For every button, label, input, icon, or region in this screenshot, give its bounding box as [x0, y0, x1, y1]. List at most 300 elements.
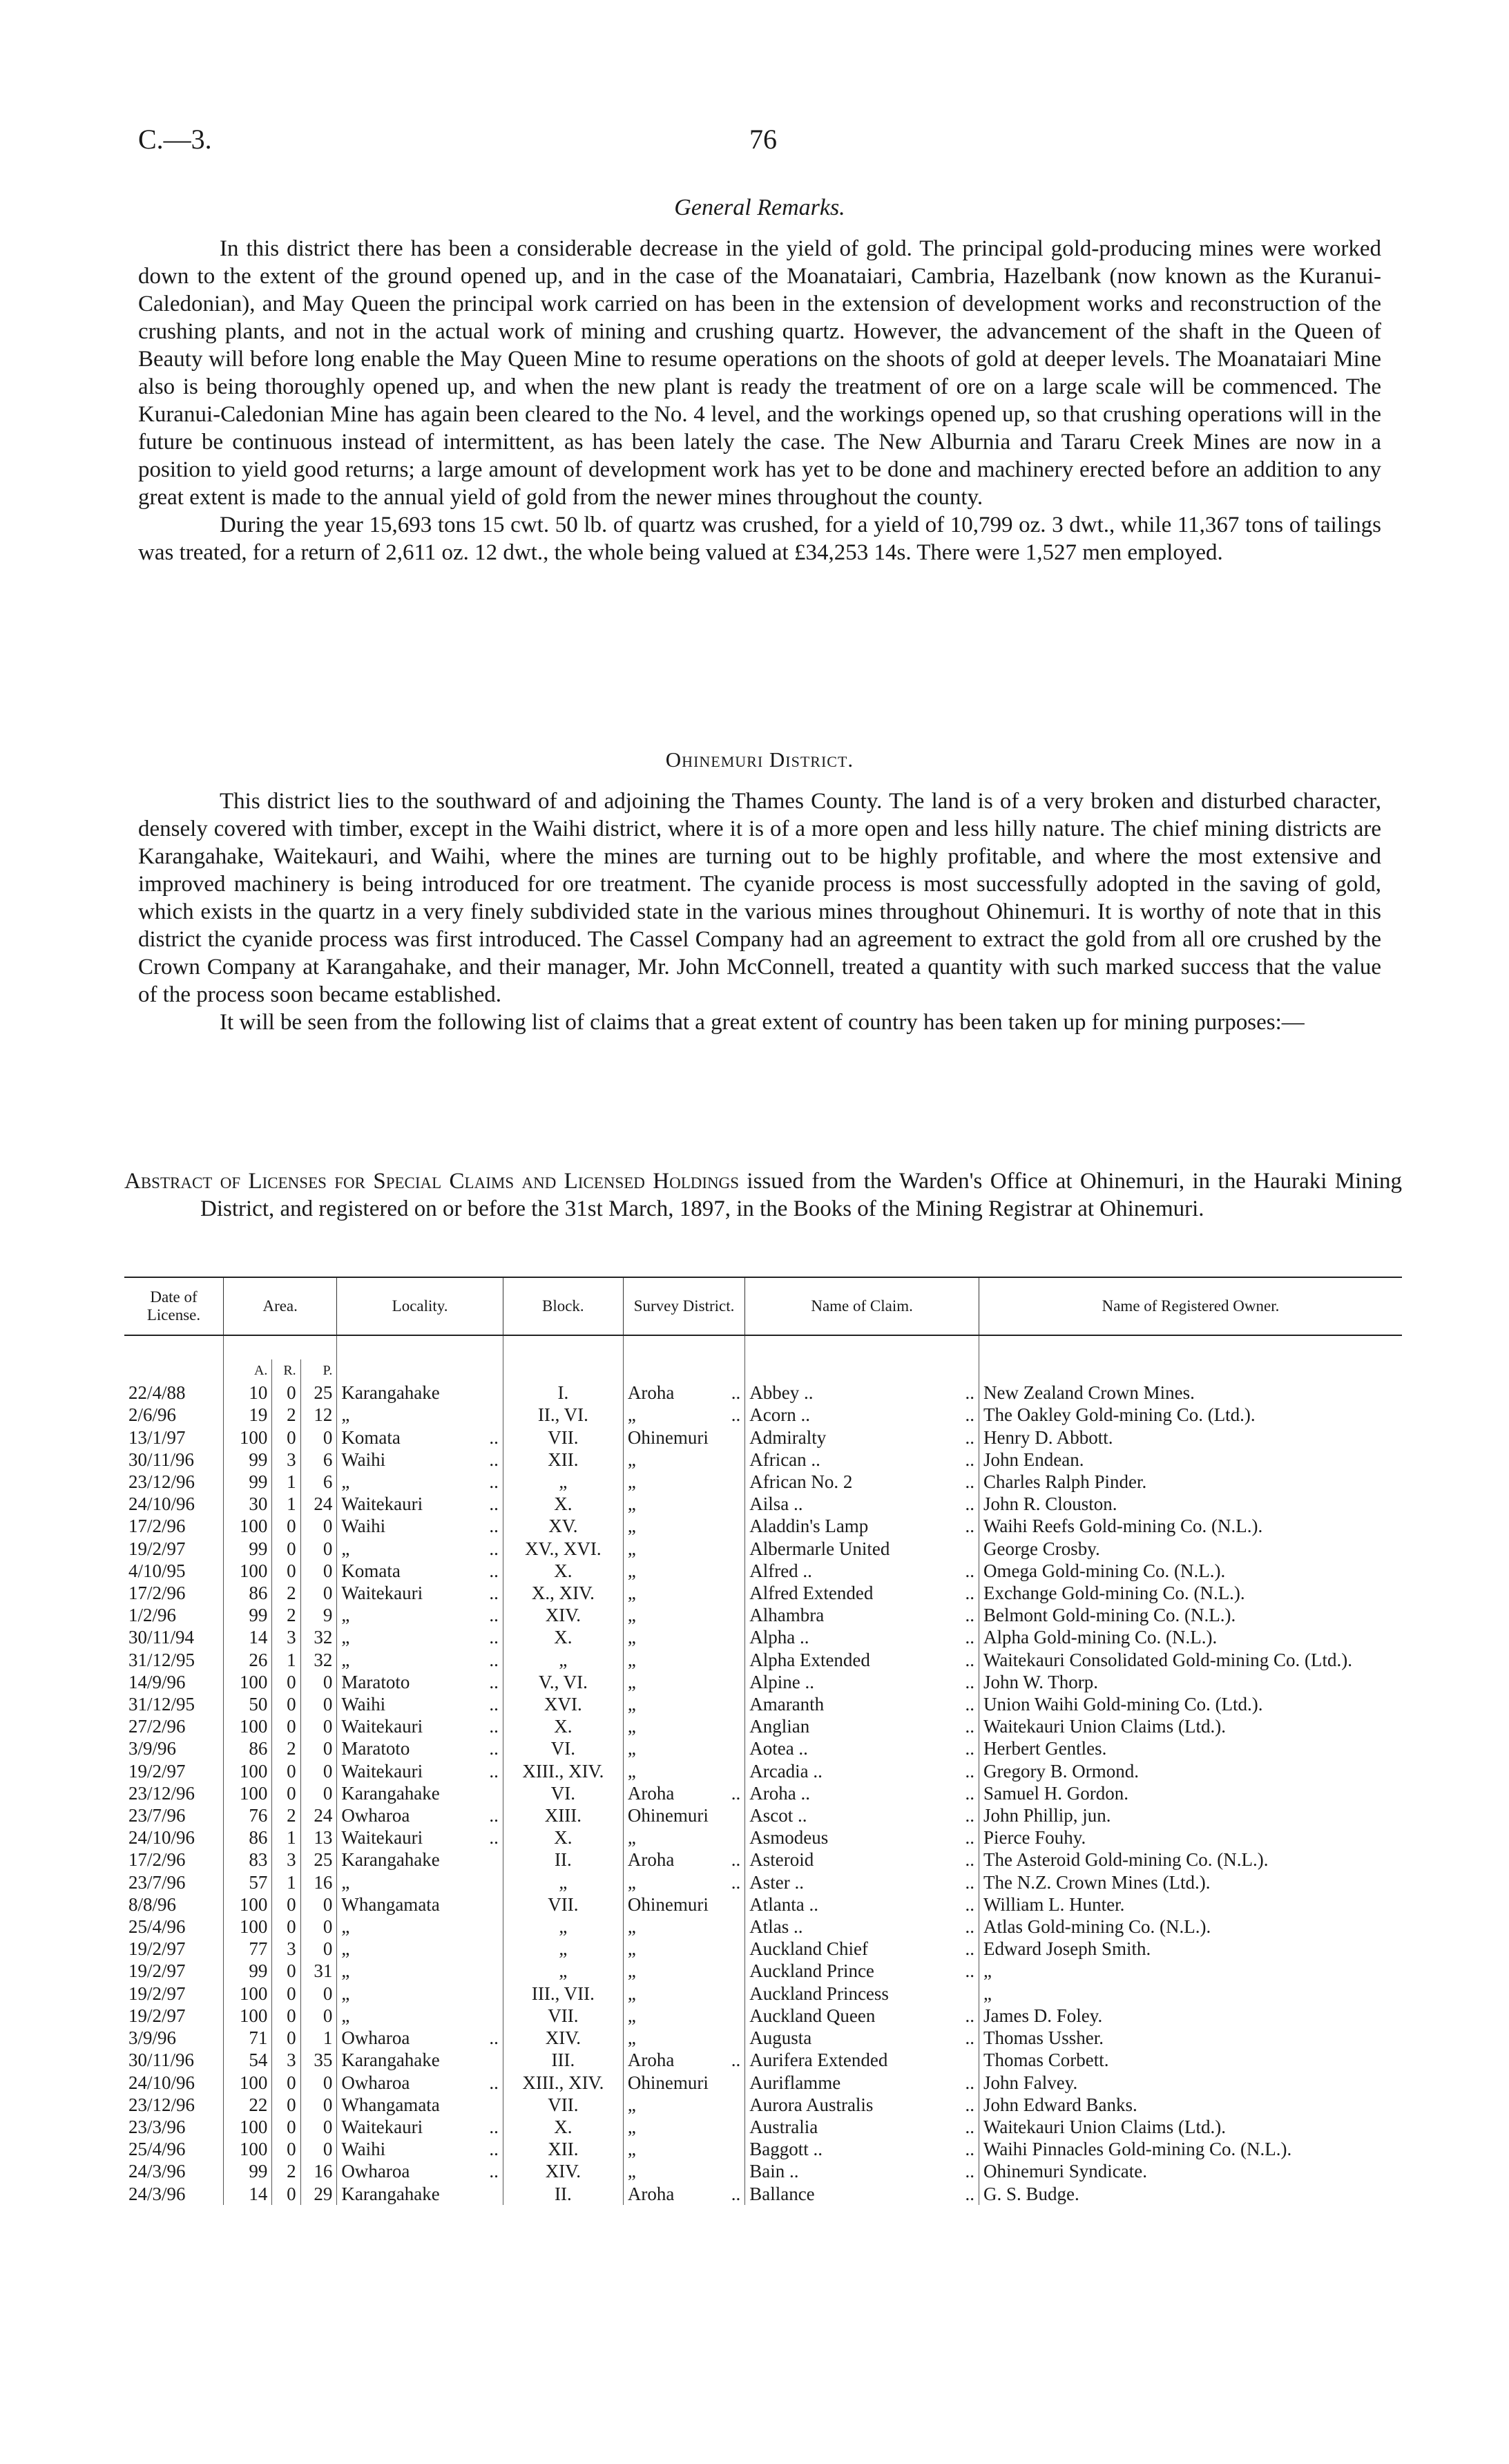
- cell-locality-dots: ..: [489, 1426, 499, 1448]
- cell-locality: Karangahake: [337, 1382, 474, 1404]
- cell-owner: Waitekauri Consolidated Gold-mining Co. (Ltd.).: [979, 1649, 1403, 1671]
- cell-owner: The Asteroid Gold-mining Co. (N.L.).: [979, 1849, 1403, 1871]
- cell-roods: 0: [272, 1382, 300, 1404]
- cell-acres: 100: [224, 1760, 272, 1782]
- cell-claim-name: Admiralty: [745, 1426, 950, 1449]
- cell-perches: 0: [300, 1693, 337, 1715]
- cell-owner: Henry D. Abbott.: [979, 1426, 1403, 1449]
- cell-claim-name: Aroha ..: [745, 1782, 950, 1804]
- cell-owner: „: [979, 1960, 1403, 1982]
- cell-perches: 25: [300, 1849, 337, 1871]
- cell-owner: Belmont Gold-mining Co. (N.L.).: [979, 1604, 1403, 1626]
- cell-roods: 0: [272, 1782, 300, 1804]
- cell-claim-name: Aster ..: [745, 1871, 950, 1893]
- cell-owner: Gregory B. Ormond.: [979, 1760, 1403, 1782]
- cell-roods: 0: [272, 1426, 300, 1449]
- header-area: Area.: [224, 1277, 337, 1335]
- cell-locality-dots: [474, 1916, 503, 1938]
- table-row: [124, 2183, 1402, 2205]
- cell-locality-dots: [474, 1382, 503, 1404]
- abstract-lead: Abstract of Licenses for Special Claims and Licensed Holdings: [124, 1169, 740, 1194]
- cell-owner: William L. Hunter.: [979, 1893, 1403, 1916]
- cell-roods: 0: [272, 1983, 300, 2005]
- cell-survey-district: „: [623, 1871, 715, 1893]
- cell-roods: 2: [272, 1582, 300, 1604]
- cell-perches: 0: [300, 2072, 337, 2094]
- cell-locality-dots: [474, 1871, 503, 1893]
- cell-owner: John W. Thorp.: [979, 1671, 1403, 1693]
- cell-locality: „: [337, 1626, 474, 1648]
- cell-date: 25/4/96: [128, 1916, 186, 1938]
- table-row: [124, 1493, 1402, 1515]
- cell-survey-dots: [715, 1983, 745, 2005]
- cell-perches: 25: [300, 1382, 337, 1404]
- cell-perches: 0: [300, 1938, 337, 1960]
- table-row: [124, 1560, 1402, 1582]
- cell-survey-district: „: [623, 1960, 715, 1982]
- district-body: [138, 787, 1381, 1036]
- cell-survey-district: Aroha: [623, 1849, 715, 1871]
- cell-perches: 0: [300, 2138, 337, 2160]
- table-row: [124, 1693, 1402, 1715]
- cell-roods: 0: [272, 1760, 300, 1782]
- table-row: [124, 1737, 1402, 1759]
- cell-owner: G. S. Budge.: [979, 2183, 1403, 2205]
- cell-locality-dots: [474, 1849, 503, 1871]
- cell-acres: 100: [224, 1782, 272, 1804]
- unit-perches: P.: [300, 1359, 337, 1382]
- cell-survey-dots: [715, 1515, 745, 1537]
- district-paragraph-2: It will be seen from the following list of claims that a great extent of country has been taken up for mining purposes:—: [220, 1010, 1305, 1035]
- cell-date: 19/2/97: [128, 1938, 186, 1960]
- district-heading-wrap: [138, 747, 1381, 772]
- cell-date: 24/10/96: [128, 2072, 195, 2093]
- cell-perches: 35: [300, 2049, 337, 2071]
- cell-claim-dots: [950, 2049, 979, 2071]
- table-row: [124, 1471, 1402, 1493]
- area-units-row: [124, 1359, 1402, 1382]
- cell-owner: Ohinemuri Syndicate.: [979, 2160, 1403, 2182]
- cell-date: 25/4/96: [128, 2139, 186, 2160]
- table-row: [124, 1404, 1402, 1426]
- cell-roods: 0: [272, 2183, 300, 2205]
- cell-survey-district: Aroha: [623, 1382, 715, 1404]
- cell-claim-dots: ..: [965, 1404, 974, 1426]
- licenses-table: [124, 1277, 1402, 2205]
- cell-claim-name: Aurora Australis: [745, 2094, 950, 2116]
- cell-date: 30/11/96: [128, 1449, 195, 1470]
- cell-perches: 0: [300, 2094, 337, 2116]
- cell-perches: 0: [300, 1538, 337, 1560]
- cell-perches: 32: [300, 1649, 337, 1671]
- cell-acres: 10: [224, 1382, 272, 1404]
- cell-survey-dots: [715, 1649, 745, 1671]
- cell-owner: Alpha Gold-mining Co. (N.L.).: [979, 1626, 1403, 1648]
- cell-claim-dots: ..: [965, 1849, 974, 1871]
- cell-survey-district: „: [623, 1582, 715, 1604]
- cell-claim-name: Ailsa ..: [745, 1493, 950, 1515]
- table-row: [124, 1649, 1402, 1671]
- cell-date: 24/10/96: [128, 1827, 195, 1849]
- cell-claim-dots: ..: [965, 1805, 974, 1826]
- cell-perches: 0: [300, 1737, 337, 1759]
- cell-claim-dots: ..: [965, 1871, 974, 1893]
- general-remarks-section: [138, 195, 1381, 221]
- cell-claim-dots: ..: [965, 2094, 974, 2115]
- cell-claim-dots: ..: [965, 2183, 974, 2204]
- cell-block: X.: [503, 1626, 623, 1648]
- cell-survey-dots: [715, 1493, 745, 1515]
- document-reference: C.—3.: [138, 124, 212, 155]
- cell-claim-name: Alpha Extended: [745, 1649, 950, 1671]
- cell-owner: Edward Joseph Smith.: [979, 1938, 1403, 1960]
- cell-date: 23/12/96: [128, 2094, 195, 2115]
- cell-owner: The N.Z. Crown Mines (Ltd.).: [979, 1871, 1403, 1893]
- cell-roods: 1: [272, 1493, 300, 1515]
- cell-claim-dots: ..: [965, 1827, 974, 1849]
- cell-claim-dots: ..: [965, 1627, 974, 1648]
- cell-claim-dots: ..: [965, 1893, 974, 1915]
- table-row: [124, 2005, 1402, 2027]
- cell-locality: Owharoa: [337, 2160, 474, 2182]
- cell-perches: 0: [300, 1916, 337, 1938]
- cell-block: „: [503, 1938, 623, 1960]
- cell-survey-district: „: [623, 1938, 715, 1960]
- cell-date: 17/2/96: [128, 1583, 186, 1604]
- cell-block: XIV.: [503, 1604, 623, 1626]
- cell-owner: Herbert Gentles.: [979, 1737, 1403, 1759]
- cell-block: X.: [503, 1493, 623, 1515]
- cell-survey-dots: ..: [731, 1849, 741, 1871]
- cell-locality-dots: ..: [489, 1649, 499, 1670]
- cell-locality: Waihi: [337, 2138, 474, 2160]
- cell-locality-dots: [474, 2005, 503, 2027]
- cell-date: 24/3/96: [128, 2161, 186, 2182]
- cell-claim-name: Atlanta ..: [745, 1893, 950, 1916]
- cell-locality: Waihi: [337, 1449, 474, 1471]
- page-number: 76: [749, 124, 777, 155]
- table-row: [124, 1960, 1402, 1982]
- cell-date: 1/2/96: [128, 1605, 177, 1626]
- cell-locality: „: [337, 1649, 474, 1671]
- cell-claim-dots: ..: [965, 1671, 974, 1692]
- cell-acres: 100: [224, 1916, 272, 1938]
- cell-roods: 2: [272, 1737, 300, 1759]
- cell-perches: 1: [300, 2027, 337, 2049]
- table-row: [124, 1983, 1402, 2005]
- cell-roods: 0: [272, 1715, 300, 1737]
- cell-claim-name: Aotea ..: [745, 1737, 950, 1759]
- cell-date: 23/3/96: [128, 2116, 186, 2137]
- cell-claim-name: Alpha ..: [745, 1626, 950, 1648]
- header-claim-name: Name of Claim.: [745, 1277, 979, 1335]
- cell-acres: 86: [224, 1826, 272, 1849]
- cell-claim-name: Ballance: [745, 2183, 950, 2205]
- cell-date: 17/2/96: [128, 1849, 186, 1871]
- cell-locality: Owharoa: [337, 1804, 474, 1826]
- cell-owner: John R. Clouston.: [979, 1493, 1403, 1515]
- cell-roods: 1: [272, 1826, 300, 1849]
- cell-date: 23/7/96: [128, 1871, 186, 1893]
- cell-roods: 1: [272, 1871, 300, 1893]
- cell-survey-district: Ohinemuri: [623, 1804, 715, 1826]
- cell-roods: 2: [272, 1404, 300, 1426]
- cell-owner: Waihi Pinnacles Gold-mining Co. (N.L.).: [979, 2138, 1403, 2160]
- cell-acres: 100: [224, 1671, 272, 1693]
- cell-block: XII.: [503, 2138, 623, 2160]
- cell-locality-dots: ..: [489, 2139, 499, 2160]
- cell-locality-dots: [474, 2183, 503, 2205]
- cell-survey-dots: [715, 1960, 745, 1982]
- unit-roods: R.: [272, 1359, 300, 1382]
- cell-block: I.: [503, 1382, 623, 1404]
- cell-locality: „: [337, 1871, 474, 1893]
- cell-block: XII.: [503, 1449, 623, 1471]
- cell-survey-district: „: [623, 1626, 715, 1648]
- cell-owner: Thomas Corbett.: [979, 2049, 1403, 2071]
- cell-block: XV., XVI.: [503, 1538, 623, 1560]
- cell-acres: 99: [224, 1449, 272, 1471]
- cell-claim-name: Anglian: [745, 1715, 950, 1737]
- cell-acres: 77: [224, 1938, 272, 1960]
- cell-claim-name: Bain ..: [745, 2160, 950, 2182]
- cell-owner: „: [979, 1983, 1403, 2005]
- remarks-paragraph-2: During the year 15,693 tons 15 cwt. 50 lb. of quartz was crushed, for a yield of 10,799 oz. 3 dwt., while 11,367 tons of tailings was treated, for a return of 2,611 oz. 12 dwt., the whole being valued at £34,253 14s. There were 1,527 men employed.: [138, 513, 1381, 565]
- cell-date: 2/6/96: [128, 1404, 177, 1426]
- cell-survey-dots: [715, 1626, 745, 1648]
- cell-locality-dots: ..: [489, 1738, 499, 1759]
- cell-survey-district: „: [623, 1760, 715, 1782]
- cell-date: 31/12/95: [128, 1694, 195, 1715]
- cell-survey-dots: [715, 1893, 745, 1916]
- cell-roods: 2: [272, 1804, 300, 1826]
- cell-date: 24/10/96: [128, 1493, 195, 1515]
- cell-owner: The Oakley Gold-mining Co. (Ltd.).: [979, 1404, 1403, 1426]
- cell-perches: 0: [300, 2116, 337, 2138]
- abstract-caption: [124, 1167, 1402, 1223]
- cell-acres: 100: [224, 2138, 272, 2160]
- cell-owner: Charles Ralph Pinder.: [979, 1471, 1403, 1493]
- cell-perches: 0: [300, 1782, 337, 1804]
- cell-survey-district: „: [623, 1493, 715, 1515]
- cell-date: 8/8/96: [128, 1893, 177, 1915]
- cell-date: 24/3/96: [128, 2183, 186, 2204]
- cell-survey-district: „: [623, 1538, 715, 1560]
- cell-date: 30/11/96: [128, 2050, 195, 2071]
- table-row: [124, 1782, 1402, 1804]
- header-locality: Locality.: [337, 1277, 503, 1335]
- cell-survey-district: Ohinemuri: [623, 1426, 715, 1449]
- header-block: Block.: [503, 1277, 623, 1335]
- cell-survey-district: „: [623, 2027, 715, 2049]
- table-row: [124, 2072, 1402, 2094]
- cell-survey-dots: ..: [731, 2050, 741, 2071]
- cell-block: VI.: [503, 1737, 623, 1759]
- cell-survey-dots: [715, 2160, 745, 2182]
- cell-date: 3/9/96: [128, 2027, 177, 2049]
- cell-block: X.: [503, 1560, 623, 1582]
- cell-block: „: [503, 1649, 623, 1671]
- cell-perches: 0: [300, 1983, 337, 2005]
- cell-acres: 99: [224, 1960, 272, 1982]
- cell-acres: 71: [224, 2027, 272, 2049]
- cell-survey-dots: [715, 1715, 745, 1737]
- cell-claim-dots: [950, 1983, 979, 2005]
- cell-claim-dots: ..: [965, 1960, 974, 1982]
- cell-locality-dots: ..: [489, 1471, 499, 1493]
- cell-locality: Waitekauri: [337, 1715, 474, 1737]
- cell-locality: Karangahake: [337, 2049, 474, 2071]
- cell-claim-name: Abbey ..: [745, 1382, 950, 1404]
- cell-acres: 100: [224, 1426, 272, 1449]
- cell-locality-dots: ..: [489, 1560, 499, 1581]
- cell-block: II.: [503, 2183, 623, 2205]
- cell-acres: 86: [224, 1737, 272, 1759]
- cell-claim-name: Ascot ..: [745, 1804, 950, 1826]
- section-heading: General Remarks.: [674, 195, 845, 220]
- cell-acres: 19: [224, 1404, 272, 1426]
- cell-claim-dots: ..: [965, 2116, 974, 2137]
- cell-block: VII.: [503, 2005, 623, 2027]
- unit-acres: A.: [224, 1359, 272, 1382]
- cell-locality-dots: ..: [489, 1605, 499, 1626]
- table-row: [124, 1871, 1402, 1893]
- cell-claim-dots: ..: [965, 2139, 974, 2160]
- cell-roods: 0: [272, 2072, 300, 2094]
- cell-date: 27/2/96: [128, 1716, 186, 1737]
- cell-claim-name: Auriflamme: [745, 2072, 950, 2094]
- cell-locality: Karangahake: [337, 2183, 474, 2205]
- cell-survey-dots: [715, 1582, 745, 1604]
- cell-roods: 0: [272, 1893, 300, 1916]
- table-row: [124, 1849, 1402, 1871]
- cell-survey-dots: [715, 1916, 745, 1938]
- cell-locality-dots: ..: [489, 1583, 499, 1604]
- cell-survey-dots: ..: [731, 2183, 741, 2204]
- table-row: [124, 1826, 1402, 1849]
- table-row: [124, 2116, 1402, 2138]
- table-row: [124, 1382, 1402, 1404]
- cell-claim-name: Arcadia ..: [745, 1760, 950, 1782]
- cell-owner: James D. Foley.: [979, 2005, 1403, 2027]
- cell-block: X.: [503, 1715, 623, 1737]
- cell-roods: 2: [272, 1604, 300, 1626]
- cell-perches: 12: [300, 1404, 337, 1426]
- header-survey-district: Survey District.: [623, 1277, 744, 1335]
- cell-locality-dots: ..: [489, 2161, 499, 2182]
- table-row: [124, 1626, 1402, 1648]
- cell-locality: Waitekauri: [337, 2116, 474, 2138]
- table-row: [124, 1671, 1402, 1693]
- cell-locality-dots: [474, 1938, 503, 1960]
- cell-acres: 76: [224, 1804, 272, 1826]
- cell-locality: Waihi: [337, 1693, 474, 1715]
- remarks-body: [138, 235, 1381, 566]
- cell-locality-dots: ..: [489, 2116, 499, 2137]
- table-row: [124, 1515, 1402, 1537]
- cell-perches: 0: [300, 1426, 337, 1449]
- cell-date: 14/9/96: [128, 1671, 186, 1692]
- cell-claim-dots: ..: [965, 1382, 974, 1404]
- cell-survey-dots: [715, 1693, 745, 1715]
- cell-perches: 24: [300, 1804, 337, 1826]
- cell-date: 19/2/97: [128, 2005, 186, 2026]
- cell-claim-dots: ..: [965, 1782, 974, 1804]
- cell-survey-district: „: [623, 2116, 715, 2138]
- cell-survey-dots: [715, 1760, 745, 1782]
- cell-date: 17/2/96: [128, 1516, 186, 1537]
- cell-claim-dots: ..: [965, 1471, 974, 1493]
- cell-claim-dots: ..: [965, 1493, 974, 1515]
- remarks-paragraph-1: In this district there has been a considerable decrease in the yield of gold. The principal gold-producing mines were worked down to the extent of the ground opened up, and in the case of the Moanataiari, Cambria, Hazelbank (now known as the Kuranui-Caledonian), and May Queen the principal work carried on has been in the extension of development works and reconstruction of the crushing plants, and not in the actual work of mining and crushing quartz. However, the advancement of the shaft in the Queen of Beauty will before long enable the May Queen Mine to resume operations on the shoots of gold at deeper levels. The Moanataiari Mine also is being thoroughly opened up, and when the new plant is ready the treatment of ore on a large scale will be commenced. The Kuranui-Caledonian Mine has again been cleared to the No. 4 level, and the workings opened up, so that crushing operations will in the future be continuous instead of intermittent, as has been lately the case. The New Alburnia and Tararu Creek Mines are now in a position to yield good returns; a large amount of development work has yet to be done and machinery erected before an addition to any great extent is made to the annual yield of gold from the newer mines throughout the county.: [138, 236, 1381, 510]
- cell-claim-name: Acorn ..: [745, 1404, 950, 1426]
- cell-claim-dots: [950, 1538, 979, 1560]
- table-row: [124, 1893, 1402, 1916]
- cell-survey-district: Aroha: [623, 2183, 715, 2205]
- cell-date: 19/2/97: [128, 1960, 186, 1982]
- table-row: [124, 1804, 1402, 1826]
- cell-locality-dots: ..: [489, 1516, 499, 1537]
- cell-survey-district: „: [623, 1649, 715, 1671]
- cell-owner: Waitekauri Union Claims (Ltd.).: [979, 1715, 1403, 1737]
- cell-locality: Whangamata: [337, 1893, 474, 1916]
- cell-locality-dots: ..: [489, 1671, 499, 1692]
- cell-block: XIV.: [503, 2160, 623, 2182]
- cell-survey-dots: [715, 2094, 745, 2116]
- cell-survey-dots: [715, 1804, 745, 1826]
- cell-claim-dots: ..: [965, 1649, 974, 1670]
- cell-survey-dots: [715, 1449, 745, 1471]
- cell-survey-district: „: [623, 1404, 715, 1426]
- table-row: [124, 1715, 1402, 1737]
- cell-survey-dots: [715, 1737, 745, 1759]
- cell-roods: 2: [272, 2160, 300, 2182]
- cell-acres: 100: [224, 1983, 272, 2005]
- cell-acres: 100: [224, 2005, 272, 2027]
- cell-locality-dots: ..: [489, 1538, 499, 1559]
- cell-claim-dots: ..: [965, 1916, 974, 1938]
- cell-owner: Waitekauri Union Claims (Ltd.).: [979, 2116, 1403, 2138]
- cell-block: VII.: [503, 1893, 623, 1916]
- cell-locality: Waitekauri: [337, 1760, 474, 1782]
- cell-survey-district: Ohinemuri: [623, 1893, 715, 1916]
- cell-acres: 100: [224, 1560, 272, 1582]
- cell-acres: 22: [224, 2094, 272, 2116]
- cell-roods: 0: [272, 1693, 300, 1715]
- cell-claim-dots: ..: [965, 2072, 974, 2093]
- cell-acres: 100: [224, 1715, 272, 1737]
- cell-claim-dots: ..: [965, 1560, 974, 1581]
- cell-claim-name: African ..: [745, 1449, 950, 1471]
- cell-date: 31/12/95: [128, 1649, 195, 1670]
- cell-locality-dots: ..: [489, 1694, 499, 1715]
- table-row: [124, 2049, 1402, 2071]
- cell-claim-name: Augusta: [745, 2027, 950, 2049]
- cell-locality: Owharoa: [337, 2027, 474, 2049]
- cell-survey-dots: ..: [731, 1404, 741, 1426]
- cell-date: 4/10/95: [128, 1560, 186, 1581]
- cell-roods: 3: [272, 1449, 300, 1471]
- cell-claim-name: Atlas ..: [745, 1916, 950, 1938]
- cell-owner: John Phillip, jun.: [979, 1804, 1403, 1826]
- cell-perches: 0: [300, 1760, 337, 1782]
- cell-survey-dots: [715, 1826, 745, 1849]
- table-body: [124, 1335, 1402, 2205]
- cell-survey-district: „: [623, 1560, 715, 1582]
- cell-perches: 0: [300, 2005, 337, 2027]
- cell-locality: Waitekauri: [337, 1582, 474, 1604]
- header-date: Date of License.: [124, 1277, 224, 1335]
